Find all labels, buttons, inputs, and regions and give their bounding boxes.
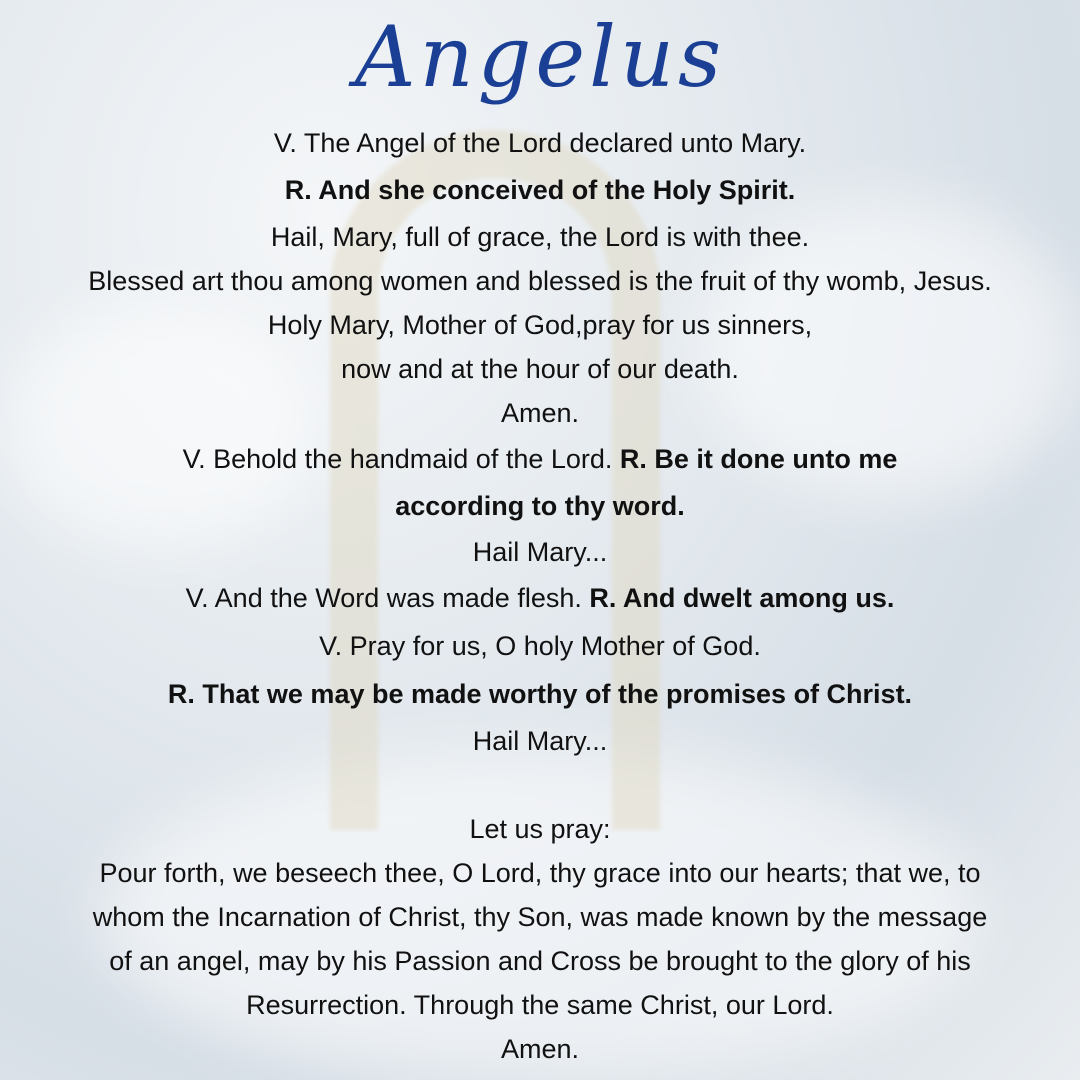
- response-text: R. That we may be made worthy of the promises of Christ.: [167, 679, 913, 709]
- prayer-line: [0, 489, 1080, 523]
- prayer-line: [0, 812, 1080, 846]
- verse-text: Amen.: [500, 1034, 580, 1064]
- prayer-line: [0, 629, 1080, 663]
- verse-text: Amen.: [500, 398, 580, 428]
- verse-text: Holy Mary, Mother of God,pray for us sinners,: [267, 310, 813, 340]
- verse-text: whom the Incarnation of Christ, thy Son, was made known by the message: [92, 902, 988, 932]
- response-text: R. And she conceived of the Holy Spirit.: [284, 175, 796, 205]
- verse-text: now and at the hour of our death.: [341, 354, 739, 384]
- verse-text: V. Behold the handmaid of the Lord.: [182, 444, 620, 474]
- verse-text: V. And the Word was made flesh.: [185, 583, 590, 613]
- prayer-line: [0, 677, 1080, 711]
- prayer-line: [0, 535, 1080, 569]
- prayer-line: [0, 944, 1080, 978]
- verse-text: Hail, Mary, full of grace, the Lord is with thee.: [270, 222, 810, 252]
- verse-text: of an angel, may by his Passion and Cross be brought to the glory of his: [109, 946, 971, 976]
- prayer-line: [0, 126, 1080, 160]
- verse-text: Pour forth, we beseech thee, O Lord, thy grace into our hearts; that we, to: [99, 858, 981, 888]
- response-text: according to thy word.: [395, 491, 685, 521]
- prayer-line: [0, 264, 1080, 298]
- verse-text: Resurrection. Through the same Christ, our Lord.: [246, 990, 834, 1020]
- page-title: Angelus: [354, 8, 726, 106]
- verse-text: V. Pray for us, O holy Mother of God.: [319, 631, 761, 661]
- verse-text: Let us pray:: [469, 814, 611, 844]
- verse-text: V. The Angel of the Lord declared unto Mary.: [273, 128, 807, 158]
- prayer-line: [0, 442, 1080, 476]
- prayer-line: [0, 856, 1080, 890]
- prayer-line: [0, 1032, 1080, 1066]
- response-text: R. Be it done unto me: [619, 444, 898, 474]
- prayer-line: [0, 220, 1080, 254]
- prayer-line: [0, 308, 1080, 342]
- prayer-line: [0, 988, 1080, 1022]
- prayer-line: [0, 724, 1080, 758]
- prayer-line: [0, 900, 1080, 934]
- prayer-line: [0, 396, 1080, 430]
- verse-text: Hail Mary...: [472, 537, 608, 567]
- prayer-line: [0, 352, 1080, 386]
- prayer-line: [0, 173, 1080, 207]
- verse-text: Hail Mary...: [472, 726, 608, 756]
- response-text: R. And dwelt among us.: [589, 583, 895, 613]
- prayer-line: [0, 581, 1080, 615]
- verse-text: Blessed art thou among women and blessed is the fruit of thy womb, Jesus.: [88, 266, 992, 296]
